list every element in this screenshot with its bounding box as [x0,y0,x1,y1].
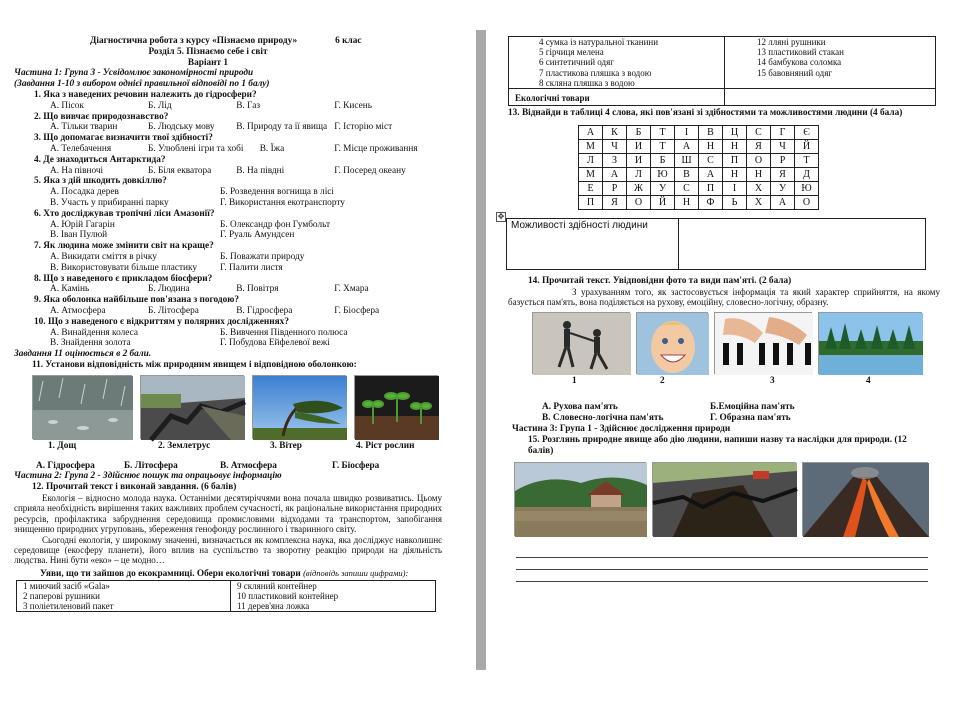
question-text: 7. Як людина може змінити світ на краще? [34,241,214,252]
grid-cell[interactable]: Ю [651,168,675,182]
goods-item: 13 пластиковий стакан [757,47,844,58]
photo-number: 4 [866,375,871,386]
q14-paragraph: З урахуванням того, як застосовується інформація та який характер сприйняття, на якому базується пам'ять, вона поділяється на рухову, емоційну, словесно-логічну, образну. [508,286,940,308]
question-text: 2. Що вивчає природознавство? [34,111,169,122]
grid-cell[interactable]: З [603,154,627,168]
grid-cell[interactable]: П [579,196,603,210]
grid-cell[interactable]: Й [651,196,675,210]
grid-cell[interactable]: Ю [795,182,819,196]
q11-note: Завдання 11 оцінюється в 2 бали. [14,349,152,360]
grid-cell[interactable]: Ч [771,140,795,154]
answer-option[interactable]: Г. Місце проживання [334,143,418,154]
word-search-grid [578,125,819,210]
landscape-photo [818,312,922,374]
goods-item: 3 поліетиленовий пакет [23,600,114,611]
grid-cell[interactable]: М [579,140,603,154]
goods-item: 14 бамбукова соломка [757,57,842,68]
answer-option[interactable]: В. Іван Пулюй [50,230,108,241]
answer-option[interactable]: А. Атмосфера [50,305,106,316]
image-caption: 1. Дощ [48,440,77,451]
answer-option[interactable]: Б. Улюблені ігри та хобі [148,143,244,154]
goods-item: 5 гірчиця мелена [539,47,604,58]
question-text: 8. Що з наведеного є прикладом біосфери? [34,273,213,284]
imagine-note: (відповідь запиши цифрами): [303,567,409,578]
questions-list [14,90,442,349]
grid-cell[interactable]: С [699,154,723,168]
eco-goods-table-part1 [16,580,436,613]
grid-cell[interactable]: А [771,196,795,210]
grid-cell[interactable]: И [627,140,651,154]
answer-option[interactable]: Г. Історію міст [334,122,393,133]
grid-cell[interactable]: Д [795,168,819,182]
answer-line[interactable] [516,558,928,570]
answer-option[interactable]: Б. Біля екватора [148,165,212,176]
answer-line[interactable] [516,546,928,558]
grid-cell[interactable]: Р [603,182,627,196]
grid-cell[interactable]: Т [651,140,675,154]
answer-option[interactable]: А. Юрій Гагарін [50,219,115,230]
question-block [14,112,442,134]
grid-cell[interactable]: А [603,168,627,182]
grid-cell[interactable]: Г [771,126,795,140]
goods-item: 7 пластикова пляшка з водою [539,67,652,78]
title-row [14,36,442,47]
goods-column-left [17,580,231,612]
grid-cell[interactable]: Т [795,154,819,168]
answer-option[interactable]: В. Природу та її явища [236,122,328,133]
answer-option[interactable]: Г. Біосфера [334,305,380,316]
q14-images [532,312,940,374]
grid-row [579,168,819,182]
plant-growth-photo [354,375,438,439]
answer-option[interactable]: В. Газ [236,100,260,111]
imagine-text: Уяви, що ти зайшов до екокрамниці. Обери екологічні товари [40,568,301,579]
abilities-answer-cell[interactable] [679,219,925,269]
memory-option[interactable]: Г. Образна пам'ять [710,413,791,424]
answer-option[interactable]: Г. Кисень [334,100,372,111]
grid-cell[interactable]: Й [795,140,819,154]
part1-heading: Частина 1: Група 3 - Усвідомлює закономірності природи [14,68,254,79]
answer-option[interactable]: Г. Хмара [334,284,369,295]
answer-option[interactable]: Г. Палити листя [220,262,283,273]
question-text: 5. Яка з дій шкодить довкіллю? [34,176,167,187]
goods-column-right [725,37,936,89]
grid-row [579,196,819,210]
question-text: 3. Що допомагає визначити твої здібності? [34,133,213,144]
grid-cell[interactable]: Х [747,196,771,210]
abilities-table [506,218,926,270]
answer-option[interactable]: Г. Побудова Ейфелевої вежі [220,338,330,349]
answer-option[interactable]: А. Винайдення колеса [50,327,138,338]
q15-images [514,462,940,536]
grid-row [579,140,819,154]
goods-item: 9 скляний контейнер [237,580,317,591]
dancers-photo [532,312,630,374]
rain-photo [32,375,132,439]
image-caption: 4. Ріст рослин [356,440,415,451]
grid-cell[interactable]: К [603,126,627,140]
answer-option[interactable]: Б. Олександр фон Гумбольт [220,219,331,230]
grid-cell[interactable]: П [699,182,723,196]
question-text: 10. Що з наведеного є відкриттям у полярних дослідженнях? [34,316,289,327]
goods-item: 12 лляні рушники [757,37,826,47]
grid-cell[interactable]: Ч [603,140,627,154]
answer-option[interactable]: В. Гідросфера [236,305,293,316]
grid-cell[interactable]: Ь [723,196,747,210]
grid-cell[interactable]: Р [771,154,795,168]
grid-cell[interactable]: Е [579,182,603,196]
grid-cell[interactable]: В [675,168,699,182]
question-block [14,317,442,349]
answer-option[interactable]: В. Знайдення золота [50,338,131,349]
grid-cell[interactable]: Ж [627,182,651,196]
ecology-paragraph-2: Сьогодні екологія, у широкому значенні, визначається як комплексна наука, яка досліджує навколишнє середовище (екосферу планети), його вплив на суспільство та зворотну реакцію природи на діяльність людства. Нині бути «еко» – це модно… [14,534,442,566]
photo-number: 2 [660,375,665,386]
grid-row [579,182,819,196]
answer-option[interactable]: Г. Використання екотранспорту [220,197,345,208]
answer-option[interactable]: В. Повітря [236,284,279,295]
answer-option[interactable]: В. На півдні [236,165,285,176]
grid-cell[interactable]: І [723,182,747,196]
q11-shells [14,461,442,472]
grid-cell[interactable]: Я [747,140,771,154]
answer-option[interactable]: Г. Посеред океану [334,165,406,176]
grid-cell[interactable]: С [747,126,771,140]
eco-goods-label: Екологічні товари [509,89,725,106]
question-block [14,209,442,241]
answer-option[interactable]: Б. Людина [148,284,190,295]
piano-photo [714,312,812,374]
memory-options-row1 [500,402,940,413]
eco-goods-answer-cell[interactable] [725,89,936,106]
grid-cell[interactable]: Ф [699,196,723,210]
q11-text: 11. Установи відповідність між природним явищем і відповідною оболонкою: [32,359,357,370]
q15-text: 15. Розглянь природне явище або дію людини, напиши назву та наслідки для природи. (12 балів) [528,434,907,456]
goods-item: 8 скляна пляшка з водою [539,77,635,88]
goods-item: 2 паперові рушники [23,590,100,601]
volcano-photo [802,462,928,536]
happy-child-photo [636,312,708,374]
grid-cell[interactable]: Х [747,182,771,196]
road-collapse-photo [652,462,796,536]
grid-cell[interactable]: Ц [723,126,747,140]
answer-lines[interactable] [516,546,928,582]
shell-option[interactable]: А. Гідросфера [36,460,95,471]
grid-cell[interactable]: М [579,168,603,182]
abilities-block [497,212,940,270]
grid-cell[interactable]: Н [723,168,747,182]
grid-row [579,154,819,168]
page-divider [476,30,486,670]
grid-cell[interactable]: У [651,182,675,196]
part1-note: (Завдання 1-10 з вибором однієї правильної відповіді по 1 балу) [14,79,270,90]
goods-item: 1 миючий засіб «Gala» [23,580,110,591]
abilities-label: Можливості здібності людини [507,219,679,269]
shell-option[interactable]: Г. Біосфера [332,460,380,471]
grid-cell[interactable]: Т [651,126,675,140]
goods-item: 10 пластиковий контейнер [237,590,339,601]
question-text: 6. Хто досліджував тропічні ліси Амазонії? [34,208,215,219]
answer-option[interactable]: А. Камінь [50,284,90,295]
q14-text: 14. Прочитай текст. Увідповідни фото та види пам'яті. (2 бала) [528,276,792,287]
memory-option[interactable]: А. Рухова пам'ять [542,402,618,413]
grid-cell[interactable]: Н [747,168,771,182]
worksheet-page-left [14,36,442,670]
grid-cell[interactable]: А [675,140,699,154]
shell-option[interactable]: В. Атмосфера [220,460,277,471]
grid-cell[interactable]: А [699,168,723,182]
answer-option[interactable]: Б. Поважати природу [220,251,305,262]
grid-cell[interactable]: Я [771,168,795,182]
answer-option[interactable]: В. Їжа [259,143,285,154]
answer-line[interactable] [516,570,928,582]
grid-cell[interactable]: Л [627,168,651,182]
eco-goods-table-part2 [508,36,936,106]
grade-label: 6 клас [335,36,362,46]
q14-numbers [500,376,940,387]
grid-cell[interactable]: Б [651,154,675,168]
q12-text: 12. Прочитай текст і виконай завдання. (6 балів) [32,482,237,493]
question-block [14,274,442,296]
question-block [14,295,442,317]
answer-option[interactable]: Б. Вивчення Південного полюса [220,327,348,338]
section-title: Розділ 5. Пізнаємо себе і світ [148,46,268,57]
question-text: 4. Де знаходиться Антарктида? [34,154,166,165]
grid-cell[interactable]: І [675,126,699,140]
part3-heading: Частина 3: Група 1 - Здійснює дослідження природи [512,424,731,435]
image-caption: 3. Вітер [270,440,302,451]
answer-option[interactable]: В. Використовувати більше пластику [50,262,198,273]
answer-option[interactable]: А. На півночі [50,165,104,176]
part2-heading: Частина 2: Група 2 - Здійснює пошук та опрацьовує інформацію [14,471,282,482]
answer-option[interactable]: А. Посадка дерев [50,187,119,198]
photo-number: 1 [572,375,577,386]
goods-item: 6 синтетичний одяг [539,57,614,68]
question-block [14,155,442,177]
flood-photo [514,462,646,536]
q11-captions [14,441,442,452]
grid-cell[interactable]: Л [579,154,603,168]
grid-cell[interactable]: О [627,196,651,210]
shell-option[interactable]: Б. Літосфера [124,460,178,471]
worksheet-title: Діагностична робота з курсу «Пізнаємо природу» [90,36,298,46]
grid-cell[interactable]: Ш [675,154,699,168]
photo-number: 3 [770,375,775,386]
memory-option[interactable]: В. Словесно-логічна пам'ять [542,413,664,424]
answer-option[interactable]: Г. Руаль Амундсен [220,230,295,241]
grid-cell[interactable]: Н [675,196,699,210]
goods-column-right [231,580,436,612]
grid-cell[interactable]: Н [723,140,747,154]
memory-options-row2 [500,413,940,424]
grid-cell[interactable]: Є [795,126,819,140]
goods-item: 11 дерев'яна ложка [237,600,310,611]
earthquake-photo [140,375,244,439]
answer-option[interactable]: Б. Розведення вогнища в лісі [220,187,334,198]
answer-option[interactable]: А. Пісок [50,100,84,111]
grid-cell[interactable]: И [627,154,651,168]
q13-text: 13. Віднайди в таблиці 4 слова, які пов'язані зі здібностями та можливостями людини (4 бала) [508,108,903,119]
image-caption: 2. Землетрус [158,440,211,451]
answer-option[interactable]: А. Тільки тварин [50,122,118,133]
goods-item: 4 сумка із натуральної тканини [539,37,659,47]
grid-cell[interactable]: Я [603,196,627,210]
grid-cell[interactable]: Б [627,126,651,140]
question-block [14,241,442,273]
grid-cell[interactable]: О [795,196,819,210]
grid-cell[interactable]: А [579,126,603,140]
grid-cell[interactable]: У [771,182,795,196]
answer-option[interactable]: В. Участь у прибиранні парку [50,197,169,208]
grid-cell[interactable]: Н [699,140,723,154]
table-move-icon[interactable]: ✥ [497,212,505,222]
grid-row [579,126,819,140]
grid-cell[interactable]: С [675,182,699,196]
grid-cell[interactable]: П [723,154,747,168]
goods-item: 15 бавовняний одяг [757,67,833,78]
question-block [14,90,442,112]
answer-option[interactable]: А. Телебачення [50,143,112,154]
worksheet-page-right [497,36,940,616]
answer-option[interactable]: Б. Людську мову [148,122,215,133]
ecology-paragraph-1: Екологія – відносно молода наука. Останніми десятиріччями вона почала швидко розвиватись. Цьому сприяла необхідність вирішення таких важливих проблем сучасності, як раціональне використання природних ресурсів, профілактика забруднення середовища промисловими відходами та транспортом, запобігання знищенню природних угруповань, збереження генофонду рослинного і тваринного світу. [14,492,442,535]
answer-option[interactable]: А. Викидати сміття в річку [50,251,157,262]
question-text: 1. Яка з наведених речовин належить до гідросфери? [34,89,257,100]
grid-cell[interactable]: О [747,154,771,168]
goods-column-left [509,37,725,89]
grid-cell[interactable]: В [699,126,723,140]
question-text: 9. Яка оболонка найбільше пов'язана з погодою? [34,295,239,306]
answer-option[interactable]: Б. Літосфера [148,305,199,316]
wind-photo [252,375,346,439]
variant-label: Варіант 1 [187,57,229,68]
q11-images [32,375,442,439]
answer-option[interactable]: Б. Лід [148,100,172,111]
imagine-row [14,568,442,580]
question-block [14,133,442,155]
question-block [14,176,442,208]
memory-option[interactable]: Б.Емоційна пам'ять [710,402,795,413]
